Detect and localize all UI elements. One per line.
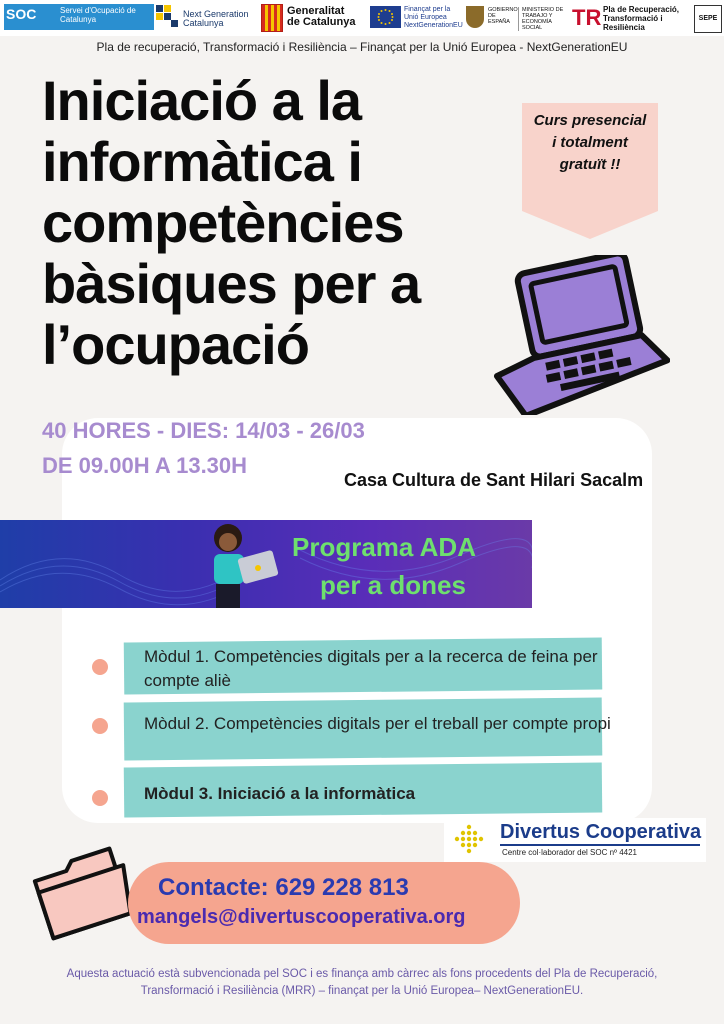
laptop-icon — [470, 255, 670, 415]
bullet-dot — [92, 659, 108, 675]
contact-phone[interactable]: Contacte: 629 228 813 — [158, 874, 409, 901]
divertus-underline — [500, 844, 700, 846]
plan-banner: Pla de recuperació, Transformació i Resiliència – Finançat per la Unió Europea - NextGenerationEU — [96, 40, 628, 54]
nextgen-text: Next Generation Catalunya — [183, 9, 249, 28]
generalitat-icon — [261, 4, 283, 32]
ada-title: Programa ADA — [292, 532, 476, 562]
module-item: Mòdul 2. Competències digitals per el treball per compte propi — [144, 714, 611, 733]
divertus-logo-icon — [452, 822, 486, 856]
curs-badge-text: Curs presencial i totalment gratuït !! — [533, 112, 647, 173]
footer-note: Aquesta actuació està subvencionada pel SOC i es finança amb càrrec als fons procedents del Pla de Recuperació, Transformació i Resiliència (MRR) – finançat per la Unió Europea– NextGenerationEU. — [66, 968, 658, 997]
tr-logo: TR — [572, 5, 602, 30]
spain-shield-icon — [466, 6, 484, 28]
course-hours: 40 HORES - DIES: 14/03 - 26/03 — [42, 418, 365, 443]
eu-flag-icon — [370, 6, 401, 28]
nextgen-icon — [156, 5, 178, 27]
ministerio-text: MINISTERIO DE TRABAJO Y ECONOMÍA SOCIAL — [518, 7, 570, 31]
contact-email[interactable]: mangels@divertuscooperativa.org — [137, 906, 466, 928]
divertus-subtitle: Centre col·laborador del SOC nº 4421 — [502, 848, 637, 857]
course-title: Iniciació a la informàtica i competències bàsiques per a l’ocupació — [42, 69, 421, 376]
module-item: Mòdul 3. Iniciació a la informàtica — [144, 784, 416, 803]
course-time: DE 09.00H A 13.30H — [42, 453, 248, 478]
soc-tag: SOC — [6, 6, 37, 22]
gobierno-text: GOBIERNO DE ESPAÑA — [488, 7, 518, 25]
plan-logo-text: Pla de Recuperació, Transformació i Resiliència — [603, 5, 680, 32]
module-item: Mòdul 1. Competències digitals per a la recerca de feina per compte aliè — [144, 647, 598, 690]
generalitat-text: Generalitat de Catalunya — [287, 5, 356, 28]
ada-subtitle: per a dones — [320, 570, 466, 600]
soc-name: Servei d'Ocupació de Catalunya — [60, 6, 136, 24]
sepe-logo: SEPE — [694, 5, 722, 33]
bullet-dot — [92, 718, 108, 734]
eu-text: Finançat per la Unió Europea NextGenerationEU — [404, 6, 463, 29]
bullet-dot — [92, 790, 108, 806]
venue: Casa Cultura de Sant Hilari Sacalm — [344, 470, 644, 490]
woman-with-laptop-icon — [200, 520, 280, 608]
divertus-name: Divertus Cooperativa — [500, 821, 702, 843]
